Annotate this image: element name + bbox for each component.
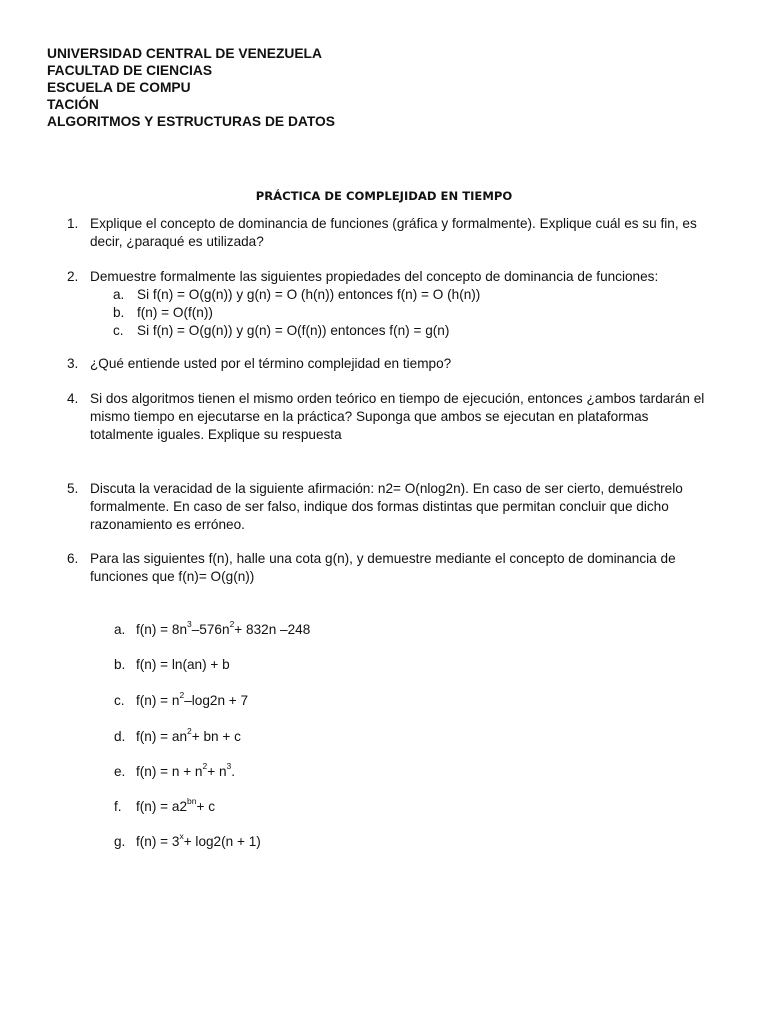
function-item-label: e. <box>114 764 126 779</box>
institution-header <box>47 45 335 130</box>
sub-item-label: c. <box>113 323 124 338</box>
function-expression: $f(n) = 8n^3-576n^2+ 832n$ –248 <box>136 619 311 637</box>
function-expression: $f(n) = a2^{bn}+ c$ <box>136 796 215 814</box>
header-university: UNIVERSIDAD CENTRAL DE VENEZUELA <box>47 46 322 61</box>
question-number: 1. <box>67 216 79 231</box>
function-expression: $f(n) = n^2-\log 2n + 7$ <box>136 690 249 708</box>
function-item-label: g. <box>114 834 126 849</box>
function-expression: $f(n) = an^2+$ bn + c <box>136 726 241 744</box>
function-item-label: c. <box>114 693 125 708</box>
question-text-line: Demuestre formalmente las siguientes propiedades del concepto de dominancia de funciones: <box>90 269 659 284</box>
question-text-line: formalmente. En caso de ser falso, indique dos formas distintas que permitan concluir que dicho <box>90 499 669 514</box>
practice-title: PRÁCTICA DE COMPLEJIDAD EN TIEMPO <box>255 189 513 203</box>
question-text-line: funciones que f(n)= O(g(n)) <box>90 569 255 584</box>
sub-item-text: Si f(n) = O(g(n)) y g(n) = O(f(n)) entonces f(n) = g(n) <box>137 323 450 338</box>
header-faculty: FACULTAD DE CIENCIAS <box>47 63 213 78</box>
sub-item-text: Si f(n) = O(g(n)) y g(n) = O (h(n)) entonces f(n) = O (h(n)) <box>137 287 481 302</box>
sub-item-label: a. <box>113 287 125 302</box>
function-item-label: a. <box>114 622 126 637</box>
function-expression: $f(n) = n + n^2+ n^3$. <box>136 761 236 779</box>
question-text-line: Discuta la veracidad de la siguiente afirmación: n2= O(nlog2n). En caso de ser cierto, demuéstrelo <box>90 481 683 496</box>
question-text-line: mismo tiempo en ejecutarse en la práctica? Suponga que ambos se ejecutan en plataformas <box>90 409 649 424</box>
function-expression: f(n) = ln(an) + b <box>136 657 230 672</box>
sub-item-text: f(n) = O(f(n)) <box>137 305 213 320</box>
sub-item-label: b. <box>113 305 125 320</box>
function-item-label: f. <box>114 799 122 814</box>
question-number: 3. <box>67 356 79 371</box>
question-text-line: decir, ¿paraqué es utilizada? <box>90 234 264 249</box>
header-school-part2: TACIÓN <box>47 97 99 112</box>
question-text-line: Para las siguientes f(n), halle una cota g(n), y demuestre mediante el concepto de dominancia de <box>90 551 676 566</box>
question-number: 2. <box>67 269 79 284</box>
question-text-line: ¿Qué entiende usted por el término complejidad en tiempo? <box>90 356 452 371</box>
question-number: 4. <box>67 391 79 406</box>
function-item-label: b. <box>114 657 126 672</box>
question-text-line: Explique el concepto de dominancia de funciones (gráfica y formalmente). Explique cuál es su fin, es <box>90 216 697 231</box>
question-text-line: Si dos algoritmos tienen el mismo orden teórico en tiempo de ejecución, entonces ¿ambos tardarán el <box>90 391 705 406</box>
header-school-part1: ESCUELA DE COMPU <box>47 80 191 95</box>
question-text-line: razonamiento es erróneo. <box>90 517 245 532</box>
function-item-label: d. <box>114 729 126 744</box>
function-expression: $f(n) = 3^x+ \log 2(n + 1)$ <box>136 831 261 849</box>
question-number: 6. <box>67 551 79 566</box>
header-course: ALGORITMOS Y ESTRUCTURAS DE DATOS <box>47 114 335 129</box>
question-number: 5. <box>67 481 79 496</box>
question-text-line: totalmente iguales. Explique su respuesta <box>90 427 342 442</box>
